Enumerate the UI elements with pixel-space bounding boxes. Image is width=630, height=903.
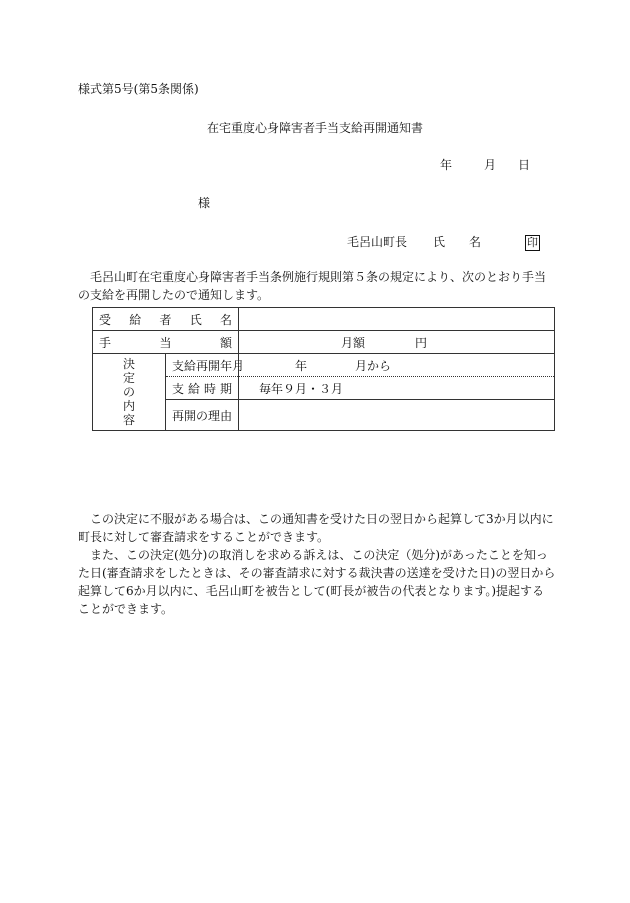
monthly-amount-label: 月額: [341, 335, 366, 350]
allowance-value: [239, 331, 555, 354]
restart-date-label: 支 給 再 開 年 月: [172, 358, 245, 373]
appeal-paragraph-1: この決定に不服がある場合は、この通知書を受けた日の翌日から起算して3か月以内に町長に対して審査請求をすることができます。: [78, 512, 554, 544]
recipient-name-label: 受 給 者 氏 名: [99, 312, 232, 327]
restart-date-label-cell: [166, 354, 245, 377]
document-title: 在宅重度心身障害者手当支給再開通知書: [206, 121, 423, 135]
date-year: 年: [440, 158, 453, 172]
recipient-suffix: 様: [198, 196, 211, 210]
row-recipient-name: [93, 308, 555, 331]
yen-unit: 円: [415, 335, 428, 350]
issuer-line: [347, 233, 540, 251]
notice-table: [92, 307, 555, 431]
reason-value: [239, 400, 555, 431]
row-allowance: [93, 331, 555, 354]
appeal-section: [78, 510, 556, 618]
intro-text: 毛呂山町在宅重度心身障害者手当条例施行規則第５条の規定により、次のとおり手当の支給を再開したので通知します。: [78, 270, 547, 302]
restart-year-unit: 年: [295, 358, 308, 373]
seal-mark: 印: [527, 236, 539, 249]
recipient-name-value: [239, 308, 555, 331]
date-month: 月: [484, 158, 497, 172]
date-line: [440, 156, 530, 173]
payment-timing-label-cell: [166, 377, 239, 400]
allowance-label-cell: [93, 331, 239, 354]
restart-date-value: [239, 354, 555, 377]
row-restart-date: [93, 354, 555, 377]
decision-label: 決 定 の 内 容: [93, 354, 166, 431]
recipient-name-label-cell: [93, 308, 239, 331]
reason-label: 再 開 の 理 由: [172, 408, 233, 423]
restart-month-from: 月から: [355, 358, 392, 373]
intro-paragraph: [78, 268, 556, 304]
issuer-title: 毛呂山町長: [347, 235, 408, 249]
payment-timing-value: [239, 377, 555, 400]
date-day: 日: [518, 158, 531, 172]
payment-timing-label: 支 給 時 期: [172, 381, 232, 396]
appeal-paragraph-2: また、この決定(処分)の取消しを求める訴えは、この決定（処分)があったことを知った日(審査請求をしたときは、その審査請求に対する裁決書の送達を受けた日)の翌日から起算して6か月以内に、毛呂山町を被告として(町長が被告の代表となります。)提起することができます。: [78, 548, 556, 616]
issuer-name-label: 氏 名: [433, 235, 482, 249]
reason-label-cell: [166, 400, 239, 431]
allowance-label: 手 当 額: [99, 335, 232, 350]
form-number: 様式第5号(第5条関係): [78, 82, 199, 96]
payment-timing-text: 毎年９月・３月: [259, 381, 344, 396]
